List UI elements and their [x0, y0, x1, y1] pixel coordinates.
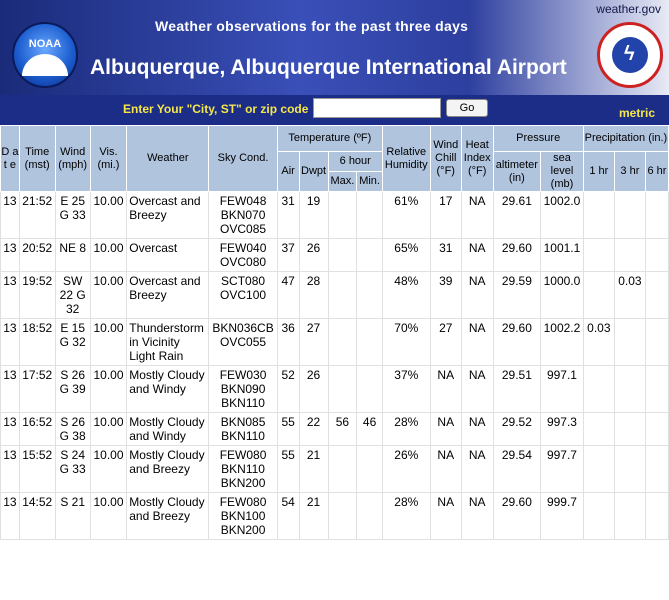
- cell-heat-index: NA: [461, 192, 493, 239]
- table-row: [1, 446, 669, 493]
- col-date: D a t e: [1, 126, 20, 192]
- col-humidity: Relative Humidity: [382, 126, 430, 192]
- header-banner: [0, 0, 669, 95]
- cell-sea-level: 999.7: [541, 493, 584, 540]
- table-row: [1, 319, 669, 366]
- cell-max: [328, 319, 357, 366]
- col-visibility: Vis. (mi.): [90, 126, 127, 192]
- cell-sea-level: 997.7: [541, 446, 584, 493]
- cell-sky-conditions: FEW048 BKN070 OVC085: [209, 192, 277, 239]
- cell-humidity: 65%: [382, 239, 430, 272]
- cell-min: [357, 272, 383, 319]
- cell-humidity: 48%: [382, 272, 430, 319]
- cell-precip-1hr: 0.03: [583, 319, 614, 366]
- cell-sky-conditions: SCT080 OVC100: [209, 272, 277, 319]
- table-row: [1, 413, 669, 446]
- cell-weather: Mostly Cloudy and Windy: [127, 366, 209, 413]
- cell-air: 55: [277, 413, 299, 446]
- cell-date: 13: [1, 272, 20, 319]
- observations-body: [1, 192, 669, 540]
- cell-sea-level: 1000.0: [541, 272, 584, 319]
- col-pressure: Pressure: [493, 126, 583, 152]
- cell-precip-6hr: [645, 413, 668, 446]
- cell-sky-conditions: FEW080 BKN110 BKN200: [209, 446, 277, 493]
- cell-humidity: 70%: [382, 319, 430, 366]
- search-input[interactable]: [313, 98, 441, 118]
- page-title: Weather observations for the past three days: [155, 18, 469, 34]
- cell-max: [328, 493, 357, 540]
- cell-min: [357, 493, 383, 540]
- cell-air: 52: [277, 366, 299, 413]
- cell-max: [328, 239, 357, 272]
- cell-weather: Overcast: [127, 239, 209, 272]
- cell-weather: Mostly Cloudy and Windy: [127, 413, 209, 446]
- cell-sea-level: 1001.1: [541, 239, 584, 272]
- col-temperature: Temperature (ºF): [277, 126, 382, 152]
- cell-max: [328, 272, 357, 319]
- cell-time: 17:52: [19, 366, 55, 413]
- cell-heat-index: NA: [461, 366, 493, 413]
- cell-visibility: 10.00: [90, 319, 127, 366]
- cell-date: 13: [1, 493, 20, 540]
- cell-precip-6hr: [645, 272, 668, 319]
- cell-precip-6hr: [645, 319, 668, 366]
- cell-altimeter: 29.60: [493, 239, 541, 272]
- cell-precip-1hr: [583, 272, 614, 319]
- cell-weather: Thunderstorm in Vicinity Light Rain: [127, 319, 209, 366]
- cell-altimeter: 29.61: [493, 192, 541, 239]
- col-precip-6hr: 6 hr: [645, 152, 668, 192]
- cell-wind-chill: 31: [430, 239, 461, 272]
- cell-precip-3hr: [614, 239, 645, 272]
- cell-wind: S 26 G 39: [55, 366, 90, 413]
- cell-precip-3hr: [614, 493, 645, 540]
- cell-air: 37: [277, 239, 299, 272]
- cell-heat-index: NA: [461, 272, 493, 319]
- cell-min: [357, 366, 383, 413]
- cell-humidity: 26%: [382, 446, 430, 493]
- table-row: [1, 239, 669, 272]
- cell-time: 20:52: [19, 239, 55, 272]
- metric-link[interactable]: metric: [618, 106, 655, 120]
- cell-dewpoint: 21: [299, 493, 328, 540]
- cell-heat-index: NA: [461, 413, 493, 446]
- cell-wind-chill: NA: [430, 413, 461, 446]
- cell-visibility: 10.00: [90, 272, 127, 319]
- cell-max: [328, 446, 357, 493]
- cell-heat-index: NA: [461, 239, 493, 272]
- lightning-icon: ϟ: [624, 43, 635, 65]
- cell-wind: E 15 G 32: [55, 319, 90, 366]
- cell-precip-3hr: [614, 192, 645, 239]
- table-row: [1, 272, 669, 319]
- cell-wind: S 24 G 33: [55, 446, 90, 493]
- cell-dewpoint: 26: [299, 239, 328, 272]
- col-min: Min.: [357, 172, 383, 192]
- cell-time: 19:52: [19, 272, 55, 319]
- cell-date: 13: [1, 446, 20, 493]
- cell-altimeter: 29.52: [493, 413, 541, 446]
- col-altimeter: altimeter (in): [493, 152, 541, 192]
- cell-max: [328, 366, 357, 413]
- noaa-logo-text: NOAA: [28, 38, 62, 50]
- go-button[interactable]: Go: [446, 99, 488, 117]
- cell-dewpoint: 19: [299, 192, 328, 239]
- col-weather: Weather: [127, 126, 209, 192]
- cell-weather: Mostly Cloudy and Breezy: [127, 446, 209, 493]
- cell-heat-index: NA: [461, 493, 493, 540]
- cell-precip-3hr: [614, 413, 645, 446]
- cell-air: 55: [277, 446, 299, 493]
- cell-date: 13: [1, 413, 20, 446]
- cell-wind: S 21: [55, 493, 90, 540]
- cell-humidity: 28%: [382, 493, 430, 540]
- nws-logo[interactable]: [597, 22, 663, 88]
- site-link[interactable]: weather.gov: [596, 2, 661, 16]
- cell-weather: Overcast and Breezy: [127, 272, 209, 319]
- cell-max: 56: [328, 413, 357, 446]
- col-precipitation: Precipitation (in.): [583, 126, 668, 152]
- cell-min: [357, 319, 383, 366]
- noaa-logo[interactable]: [12, 22, 78, 88]
- col-sea-level: sea level (mb): [541, 152, 584, 192]
- search-bar: [0, 95, 669, 125]
- cell-air: 36: [277, 319, 299, 366]
- cell-precip-6hr: [645, 366, 668, 413]
- cell-sky-conditions: BKN085 BKN110: [209, 413, 277, 446]
- cell-sea-level: 997.1: [541, 366, 584, 413]
- col-wind: Wind (mph): [55, 126, 90, 192]
- search-label: Enter Your "City, ST" or zip code: [123, 102, 309, 116]
- cell-humidity: 28%: [382, 413, 430, 446]
- cell-wind: E 25 G 33: [55, 192, 90, 239]
- cell-dewpoint: 27: [299, 319, 328, 366]
- location-title: Albuquerque, Albuquerque International Airport: [90, 56, 567, 79]
- cell-visibility: 10.00: [90, 192, 127, 239]
- cell-air: 31: [277, 192, 299, 239]
- col-max: Max.: [328, 172, 357, 192]
- cell-precip-3hr: [614, 319, 645, 366]
- cell-precip-6hr: [645, 446, 668, 493]
- cell-date: 13: [1, 239, 20, 272]
- cell-heat-index: NA: [461, 446, 493, 493]
- table-row: [1, 192, 669, 239]
- cell-wind-chill: 27: [430, 319, 461, 366]
- cell-humidity: 61%: [382, 192, 430, 239]
- cell-visibility: 10.00: [90, 413, 127, 446]
- cell-weather: Overcast and Breezy: [127, 192, 209, 239]
- cell-precip-6hr: [645, 192, 668, 239]
- observations-table: [0, 125, 669, 540]
- col-six-hour: 6 hour: [328, 152, 382, 172]
- cell-time: 21:52: [19, 192, 55, 239]
- col-sky-conditions: Sky Cond.: [209, 126, 277, 192]
- cell-humidity: 37%: [382, 366, 430, 413]
- cell-wind-chill: NA: [430, 446, 461, 493]
- cell-sea-level: 1002.2: [541, 319, 584, 366]
- col-precip-1hr: 1 hr: [583, 152, 614, 192]
- cell-visibility: 10.00: [90, 366, 127, 413]
- cell-wind-chill: 39: [430, 272, 461, 319]
- cell-date: 13: [1, 366, 20, 413]
- col-air: Air: [277, 152, 299, 192]
- cell-min: 46: [357, 413, 383, 446]
- cell-sky-conditions: BKN036CB OVC055: [209, 319, 277, 366]
- cell-sky-conditions: FEW080 BKN100 BKN200: [209, 493, 277, 540]
- cell-weather: Mostly Cloudy and Breezy: [127, 493, 209, 540]
- cell-time: 15:52: [19, 446, 55, 493]
- table-row: [1, 366, 669, 413]
- cell-air: 47: [277, 272, 299, 319]
- cell-heat-index: NA: [461, 319, 493, 366]
- cell-visibility: 10.00: [90, 446, 127, 493]
- cell-time: 14:52: [19, 493, 55, 540]
- cell-time: 18:52: [19, 319, 55, 366]
- table-row: [1, 493, 669, 540]
- cell-visibility: 10.00: [90, 493, 127, 540]
- cell-precip-3hr: 0.03: [614, 272, 645, 319]
- cell-max: [328, 192, 357, 239]
- cell-min: [357, 239, 383, 272]
- cell-altimeter: 29.51: [493, 366, 541, 413]
- cell-precip-1hr: [583, 413, 614, 446]
- cell-altimeter: 29.60: [493, 493, 541, 540]
- cell-sky-conditions: FEW030 BKN090 BKN110: [209, 366, 277, 413]
- cell-precip-1hr: [583, 239, 614, 272]
- cell-wind-chill: 17: [430, 192, 461, 239]
- cell-date: 13: [1, 319, 20, 366]
- cell-precip-6hr: [645, 493, 668, 540]
- cell-precip-1hr: [583, 493, 614, 540]
- cell-min: [357, 446, 383, 493]
- gull-icon: [22, 54, 68, 76]
- cell-dewpoint: 26: [299, 366, 328, 413]
- cell-precip-1hr: [583, 446, 614, 493]
- col-wind-chill: Wind Chill (°F): [430, 126, 461, 192]
- col-heat-index: Heat Index (°F): [461, 126, 493, 192]
- cell-wind: S 26 G 38: [55, 413, 90, 446]
- cell-altimeter: 29.59: [493, 272, 541, 319]
- cell-wind-chill: NA: [430, 366, 461, 413]
- cell-sea-level: 1002.0: [541, 192, 584, 239]
- cell-precip-3hr: [614, 366, 645, 413]
- cell-wind-chill: NA: [430, 493, 461, 540]
- cell-wind: SW 22 G 32: [55, 272, 90, 319]
- cell-precip-1hr: [583, 192, 614, 239]
- cell-altimeter: 29.60: [493, 319, 541, 366]
- cell-sky-conditions: FEW040 OVC080: [209, 239, 277, 272]
- cell-precip-6hr: [645, 239, 668, 272]
- cell-precip-1hr: [583, 366, 614, 413]
- col-time: Time (mst): [19, 126, 55, 192]
- cell-wind: NE 8: [55, 239, 90, 272]
- cell-altimeter: 29.54: [493, 446, 541, 493]
- cell-dewpoint: 21: [299, 446, 328, 493]
- cell-dewpoint: 22: [299, 413, 328, 446]
- cell-air: 54: [277, 493, 299, 540]
- cell-precip-3hr: [614, 446, 645, 493]
- col-precip-3hr: 3 hr: [614, 152, 645, 192]
- cell-min: [357, 192, 383, 239]
- cell-visibility: 10.00: [90, 239, 127, 272]
- cell-date: 13: [1, 192, 20, 239]
- cell-dewpoint: 28: [299, 272, 328, 319]
- cell-sea-level: 997.3: [541, 413, 584, 446]
- cell-time: 16:52: [19, 413, 55, 446]
- col-dewpoint: Dwpt: [299, 152, 328, 192]
